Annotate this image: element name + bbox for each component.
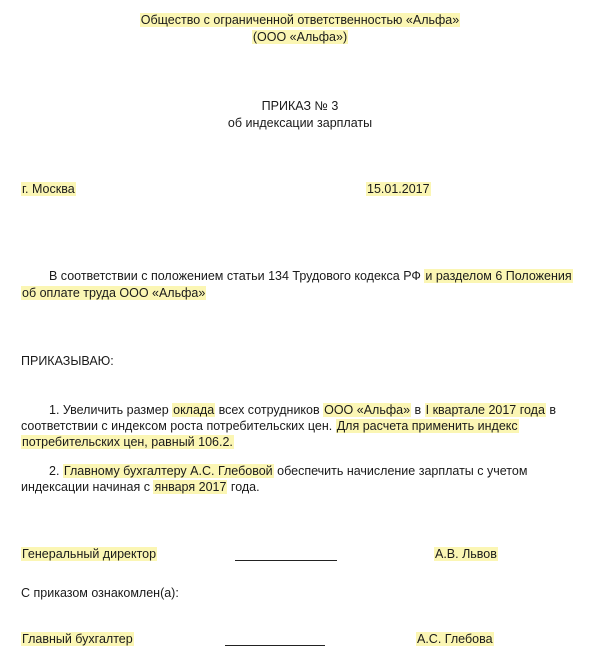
item-1-hl-calc: Для расчета применить индекс xyxy=(336,419,518,433)
preamble-highlight-1: и разделом 6 Положения xyxy=(425,269,572,283)
item-2-hl-january: января 2017 xyxy=(154,480,227,494)
item-1-text-a: 1. Увеличить размер xyxy=(49,403,173,417)
preamble-text: В соответствии с положением статьи 134 Трудового кодекса РФ xyxy=(49,269,425,283)
director-name-line xyxy=(434,546,498,562)
item-1-text-c: всех сотрудников xyxy=(215,403,324,417)
org-short-name: (ООО «Альфа») xyxy=(252,30,348,44)
preamble-line-1 xyxy=(49,268,573,284)
item-2-text-c: обеспечить начисление зарплаты с учетом xyxy=(273,464,528,478)
org-short-name-line xyxy=(0,29,600,45)
accountant-title: Главный бухгалтер xyxy=(22,632,133,646)
director-signature-line xyxy=(235,560,337,561)
item-2-line-2 xyxy=(21,479,260,495)
accountant-signature-line xyxy=(225,645,325,646)
item-2-text-a: 2. xyxy=(49,464,63,478)
accountant-name: А.С. Глебова xyxy=(417,632,493,646)
item-1-hl-quarter: I квартале 2017 года xyxy=(425,403,545,417)
order-word: ПРИКАЗЫВАЮ: xyxy=(21,354,114,368)
acquainted-label: С приказом ознакомлен(а): xyxy=(21,586,179,600)
item-2-hl-accountant: Главному бухгалтеру А.С. Глебовой xyxy=(63,464,273,478)
item-2-text-l2c: года. xyxy=(227,480,260,494)
director-title-line xyxy=(21,546,157,562)
item-2-line-1 xyxy=(49,463,527,479)
item-1-line-2 xyxy=(21,418,519,434)
city-line xyxy=(21,181,76,197)
item-1-text-g: в xyxy=(545,403,557,417)
item-1-text-e: в xyxy=(411,403,425,417)
item-1-hl-salary: оклада xyxy=(173,403,215,417)
preamble-line-2 xyxy=(21,285,206,301)
accountant-title-line xyxy=(21,631,134,647)
org-full-name: Общество с ограниченной ответственностью «Альфа» xyxy=(140,13,460,27)
item-1-hl-index: потребительских цен, равный 106.2. xyxy=(22,435,233,449)
director-title: Генеральный директор xyxy=(22,547,157,561)
accountant-name-line xyxy=(416,631,494,647)
preamble-highlight-2: об оплате труда ООО «Альфа» xyxy=(22,286,206,300)
director-name: А.В. Львов xyxy=(435,547,497,561)
order-title: ПРИКАЗ № 3 xyxy=(261,99,339,113)
org-full-name-line xyxy=(0,12,600,28)
item-1-line-3 xyxy=(21,434,234,450)
item-1-line-1 xyxy=(49,402,556,418)
city: г. Москва xyxy=(22,182,75,196)
date-line xyxy=(366,181,431,197)
order-date: 15.01.2017 xyxy=(367,182,430,196)
item-2-text-l2a: индексации начиная с xyxy=(21,480,154,494)
item-1-text-l2a: соответствии с индексом роста потребительских цен. xyxy=(21,419,336,433)
item-1-hl-company: ООО «Альфа» xyxy=(324,403,411,417)
order-subject: об индексации зарплаты xyxy=(227,116,373,130)
